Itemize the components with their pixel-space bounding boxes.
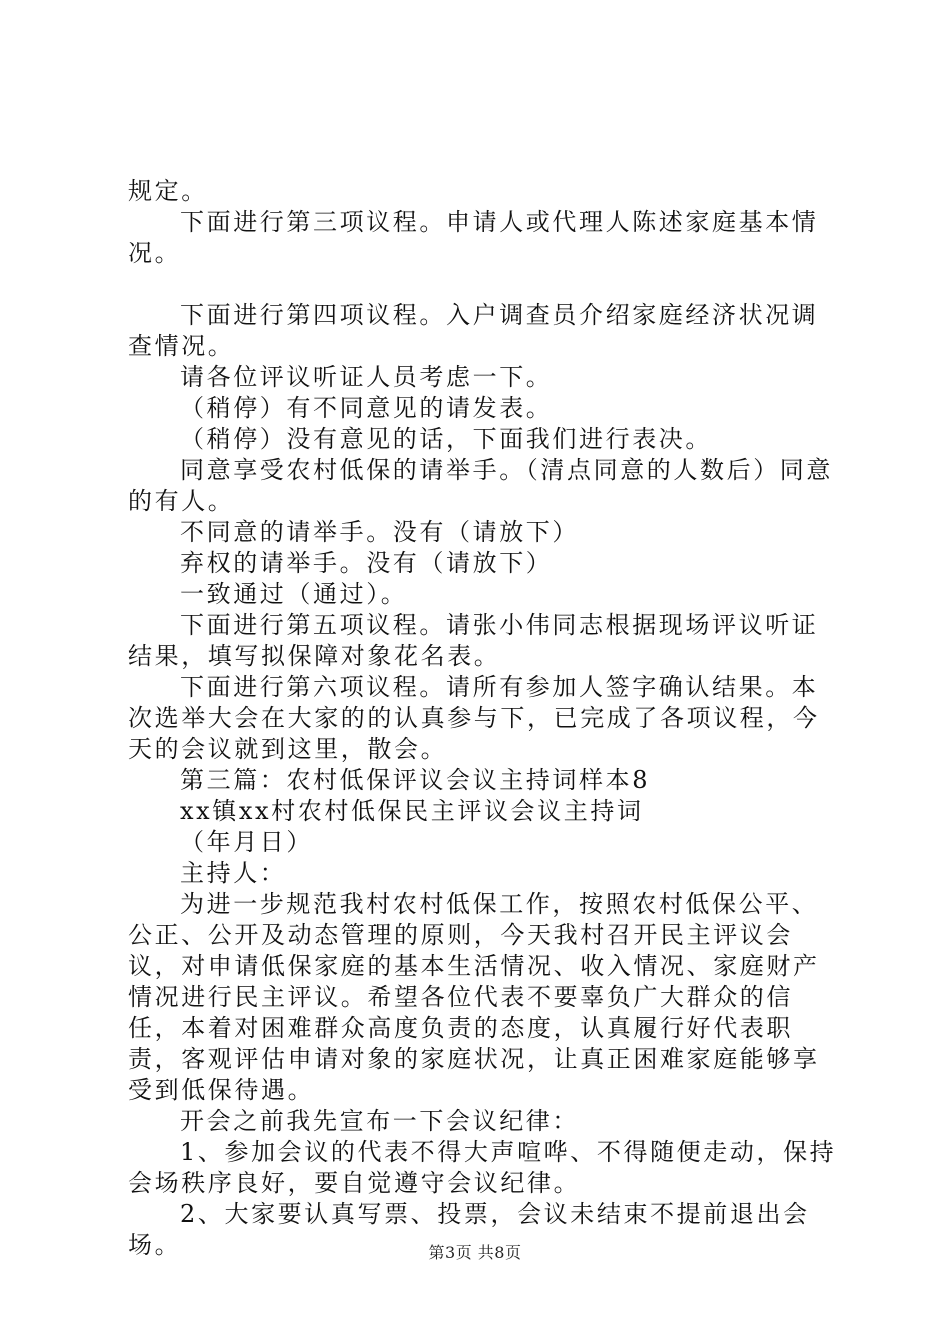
paragraph-intro: 为进一步规范我村农村低保工作，按照农村低保公平、公正、公开及动态管理的原则，今天我村召开民主评议会议，对申请低保家庭的基本生活情况、收入情况、家庭财产情况进行民主评议。希望各位代表不要辜负广大群众的信任，本着对困难群众高度负责的态度，认真履行好代表职责，客观评估申请对象的家庭状况，让真正困难家庭能够享受到低保待遇。 <box>128 890 820 1104</box>
paragraph-agenda-6: 下面进行第六项议程。请所有参加人签字确认结果。本次选举大会在大家的的认真参与下，已完成了各项议程，今天的会议就到这里，散会。 <box>128 673 820 763</box>
page-number-footer: 第3页 共8页 <box>428 1243 522 1262</box>
date-line: （年月日） <box>180 828 313 856</box>
paragraph-continuation: 规定。 <box>128 177 208 205</box>
host-label: 主持人： <box>180 859 287 887</box>
document-title: xx镇xx村农村低保民主评议会议主持词 <box>180 797 644 825</box>
paragraph-vote-disagree: 不同意的请举手。没有（请放下） <box>180 518 579 546</box>
paragraph-agenda-5: 下面进行第五项议程。请张小伟同志根据现场评议听证结果，填写拟保障对象花名表。 <box>128 611 819 670</box>
paragraph-discipline-1: 1、参加会议的代表不得大声喧哗、不得随便走动，保持会场秩序良好，要自觉遵守会议纪律。 <box>128 1138 837 1197</box>
paragraph-pause-vote: （稍停）没有意见的话，下面我们进行表决。 <box>180 425 712 453</box>
paragraph-discipline-intro: 开会之前我先宣布一下会议纪律： <box>180 1107 579 1135</box>
paragraph-discipline-2: 2、大家要认真写票、投票，会议未结束不提前退出会场。 <box>128 1200 810 1259</box>
document-body <box>128 176 840 1261</box>
paragraph-agenda-4: 下面进行第四项议程。入户调查员介绍家庭经济状况调查情况。 <box>128 301 819 360</box>
paragraph-vote-abstain: 弃权的请举手。没有（请放下） <box>180 549 553 577</box>
paragraph-agenda-3: 下面进行第三项议程。申请人或代理人陈述家庭基本情况。 <box>128 208 819 267</box>
section-heading: 第三篇：农村低保评议会议主持词样本8 <box>180 766 651 794</box>
paragraph-pause-opinions: （稍停）有不同意见的请发表。 <box>180 394 553 422</box>
paragraph-consider: 请各位评议听证人员考虑一下。 <box>180 363 553 391</box>
paragraph-vote-agree: 同意享受农村低保的请举手。（清点同意的人数后）同意的有人。 <box>128 456 833 515</box>
paragraph-unanimous: 一致通过（通过）。 <box>180 580 408 608</box>
